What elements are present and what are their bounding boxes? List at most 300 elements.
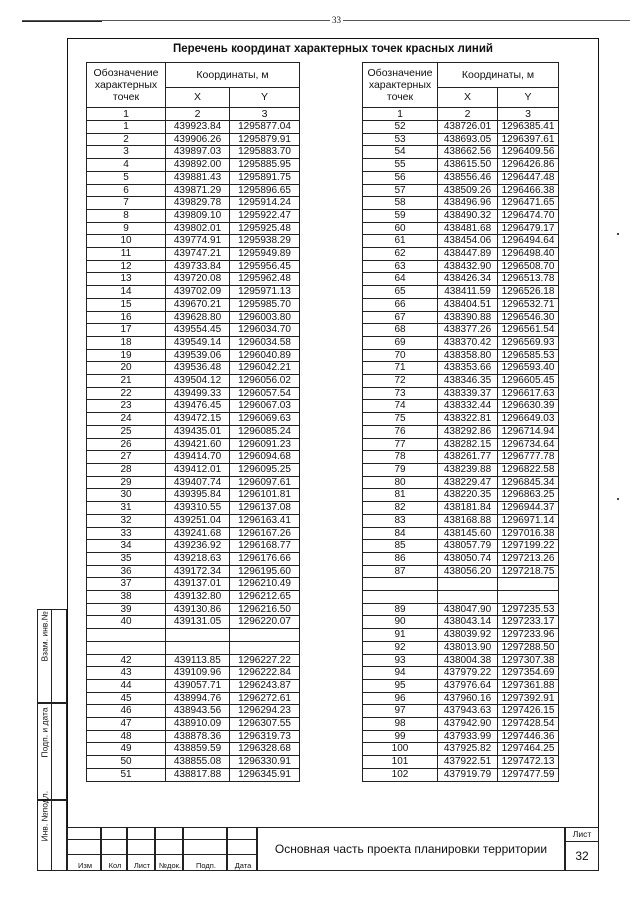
- y-cell: 1297361.88: [498, 679, 559, 692]
- table-row: [87, 222, 300, 235]
- stamp-label-izm: Изм: [78, 861, 92, 870]
- table-row: [87, 349, 300, 362]
- table-row: [87, 336, 300, 349]
- header-point-designation: Обозначение характерных точек: [87, 63, 166, 108]
- x-cell: 438855.08: [166, 756, 230, 769]
- x-cell: 437919.79: [438, 768, 498, 781]
- table-row: [87, 705, 300, 718]
- top-line: [22, 20, 630, 21]
- x-cell: 439536.48: [166, 362, 230, 375]
- y-cell: 1296091.23: [230, 438, 300, 451]
- y-cell: 1296220.07: [230, 616, 300, 629]
- y-cell: 1295949.89: [230, 248, 300, 261]
- table-row: [363, 171, 559, 184]
- x-cell: 438878.36: [166, 730, 230, 743]
- point-cell: 75: [363, 413, 438, 426]
- y-cell: [230, 629, 300, 642]
- x-cell: 438261.77: [438, 451, 498, 464]
- header-num-2: 2: [438, 108, 498, 121]
- point-cell: 11: [87, 248, 166, 261]
- table-row: [87, 260, 300, 273]
- y-cell: 1297464.25: [498, 743, 559, 756]
- point-cell: 19: [87, 349, 166, 362]
- y-cell: 1296397.61: [498, 133, 559, 146]
- y-cell: 1295883.70: [230, 146, 300, 159]
- point-cell: 60: [363, 222, 438, 235]
- point-cell: 23: [87, 400, 166, 413]
- y-cell: 1297199.22: [498, 540, 559, 553]
- y-cell: 1296227.22: [230, 654, 300, 667]
- point-cell: 18: [87, 336, 166, 349]
- point-cell: 12: [87, 260, 166, 273]
- point-cell: 70: [363, 349, 438, 362]
- x-cell: 438432.90: [438, 260, 498, 273]
- table-row: [363, 730, 559, 743]
- x-cell: 439747.21: [166, 248, 230, 261]
- table-row: [363, 184, 559, 197]
- table-row: [363, 197, 559, 210]
- point-cell: 90: [363, 616, 438, 629]
- point-cell: 48: [87, 730, 166, 743]
- table-row: [363, 273, 559, 286]
- x-cell: 438390.88: [438, 311, 498, 324]
- point-cell: 30: [87, 489, 166, 502]
- x-cell: 438454.06: [438, 235, 498, 248]
- sheet-box: [565, 827, 599, 871]
- table-row: [87, 324, 300, 337]
- point-cell: 102: [363, 768, 438, 781]
- y-cell: 1295891.75: [230, 171, 300, 184]
- table-row: [87, 730, 300, 743]
- x-cell: 439504.12: [166, 375, 230, 388]
- table-row: [87, 743, 300, 756]
- table-row: [87, 375, 300, 388]
- x-cell: 439137.01: [166, 578, 230, 591]
- point-cell: 16: [87, 311, 166, 324]
- point-cell: 3: [87, 146, 166, 159]
- point-cell: 55: [363, 159, 438, 172]
- y-cell: 1296067.03: [230, 400, 300, 413]
- x-cell: 439499.33: [166, 387, 230, 400]
- y-cell: 1296243.87: [230, 679, 300, 692]
- table-row: [87, 718, 300, 731]
- x-cell: 438353.66: [438, 362, 498, 375]
- y-cell: 1296944.37: [498, 502, 559, 515]
- table-row: [363, 743, 559, 756]
- y-cell: 1297016.38: [498, 527, 559, 540]
- x-cell: 437925.82: [438, 743, 498, 756]
- y-cell: 1296498.40: [498, 248, 559, 261]
- y-cell: [498, 578, 559, 591]
- table-row: [363, 552, 559, 565]
- y-cell: 1296385.41: [498, 121, 559, 134]
- point-cell: 20: [87, 362, 166, 375]
- y-cell: 1297235.53: [498, 603, 559, 616]
- y-cell: 1296569.93: [498, 336, 559, 349]
- document-title: Основная часть проекта планировки территории: [257, 827, 565, 871]
- sheet-label: Лист: [566, 828, 598, 842]
- x-cell: 439733.84: [166, 260, 230, 273]
- table-row: [363, 400, 559, 413]
- y-cell: 1296069.63: [230, 413, 300, 426]
- x-cell: 438292.86: [438, 425, 498, 438]
- table-row: [363, 349, 559, 362]
- x-cell: 438145.60: [438, 527, 498, 540]
- page-title: Перечень координат характерных точек красных линий: [172, 43, 494, 55]
- x-cell: 438726.01: [438, 121, 498, 134]
- x-cell: 439670.21: [166, 298, 230, 311]
- x-cell: [438, 591, 498, 604]
- point-cell: 62: [363, 248, 438, 261]
- x-cell: 439407.74: [166, 476, 230, 489]
- table-row: [363, 438, 559, 451]
- coordinates-table-right: [362, 62, 559, 782]
- y-cell: 1296176.66: [230, 552, 300, 565]
- table-row: [87, 527, 300, 540]
- point-cell: [87, 641, 166, 654]
- x-cell: 438404.51: [438, 298, 498, 311]
- point-cell: 17: [87, 324, 166, 337]
- scan-dot: [617, 498, 619, 500]
- x-cell: 438346.35: [438, 375, 498, 388]
- y-cell: 1296328.68: [230, 743, 300, 756]
- table-row: [87, 578, 300, 591]
- x-cell: 439130.86: [166, 603, 230, 616]
- stamp-label-kol: Кол: [108, 861, 122, 870]
- side-label-inv-podl: Инв. №подл.: [39, 790, 50, 842]
- point-cell: 40: [87, 616, 166, 629]
- y-cell: 1296095.25: [230, 463, 300, 476]
- y-cell: 1296034.58: [230, 336, 300, 349]
- point-cell: 54: [363, 146, 438, 159]
- point-cell: 68: [363, 324, 438, 337]
- point-cell: 24: [87, 413, 166, 426]
- y-cell: 1296345.91: [230, 768, 300, 781]
- y-cell: 1297233.96: [498, 629, 559, 642]
- point-cell: 51: [87, 768, 166, 781]
- table-body-right: [363, 121, 559, 782]
- x-cell: 438377.26: [438, 324, 498, 337]
- y-cell: 1296508.70: [498, 260, 559, 273]
- x-cell: 439539.06: [166, 349, 230, 362]
- point-cell: 64: [363, 273, 438, 286]
- x-cell: 438056.20: [438, 565, 498, 578]
- table-row: [87, 197, 300, 210]
- y-cell: 1296426.86: [498, 159, 559, 172]
- point-cell: 82: [363, 502, 438, 515]
- point-cell: 91: [363, 629, 438, 642]
- x-cell: 439172.34: [166, 565, 230, 578]
- x-cell: 439421.60: [166, 438, 230, 451]
- table-row: [363, 705, 559, 718]
- table-row: [87, 362, 300, 375]
- y-cell: 1296466.38: [498, 184, 559, 197]
- y-cell: 1296526.18: [498, 286, 559, 299]
- table-row: [87, 768, 300, 781]
- x-cell: 438057.79: [438, 540, 498, 553]
- y-cell: 1296085.24: [230, 425, 300, 438]
- header-num-2: 2: [166, 108, 230, 121]
- point-cell: 2: [87, 133, 166, 146]
- table-row: [87, 679, 300, 692]
- table-row: [87, 591, 300, 604]
- table-row: [87, 667, 300, 680]
- point-cell: 59: [363, 209, 438, 222]
- y-cell: 1296546.30: [498, 311, 559, 324]
- table-row: [87, 121, 300, 134]
- table-row: [363, 260, 559, 273]
- x-cell: 438050.74: [438, 552, 498, 565]
- x-cell: 438509.26: [438, 184, 498, 197]
- table-row: [87, 756, 300, 769]
- y-cell: 1296822.58: [498, 463, 559, 476]
- y-cell: 1297233.17: [498, 616, 559, 629]
- y-cell: 1296714.94: [498, 425, 559, 438]
- x-cell: 438332.44: [438, 400, 498, 413]
- table-row: [363, 565, 559, 578]
- table-row: [87, 413, 300, 426]
- title-block: [67, 827, 599, 871]
- table-row: [87, 146, 300, 159]
- x-cell: 439435.01: [166, 425, 230, 438]
- x-cell: 439549.14: [166, 336, 230, 349]
- table-row: [87, 476, 300, 489]
- table-row: [363, 311, 559, 324]
- x-cell: 438339.37: [438, 387, 498, 400]
- x-cell: 439554.45: [166, 324, 230, 337]
- y-cell: 1296094.68: [230, 451, 300, 464]
- y-cell: 1296561.54: [498, 324, 559, 337]
- point-cell: 10: [87, 235, 166, 248]
- y-cell: 1295885.95: [230, 159, 300, 172]
- point-cell: 69: [363, 336, 438, 349]
- side-box-inv-podl: [37, 790, 67, 871]
- point-cell: 43: [87, 667, 166, 680]
- x-cell: 437976.64: [438, 679, 498, 692]
- y-cell: 1295938.29: [230, 235, 300, 248]
- table-row: [87, 463, 300, 476]
- point-cell: 36: [87, 565, 166, 578]
- x-cell: 437943.63: [438, 705, 498, 718]
- x-cell: 439132.80: [166, 591, 230, 604]
- x-cell: 439476.45: [166, 400, 230, 413]
- y-cell: 1295985.70: [230, 298, 300, 311]
- y-cell: 1296479.17: [498, 222, 559, 235]
- table-row: [363, 362, 559, 375]
- x-cell: 438943.56: [166, 705, 230, 718]
- table-row: [363, 768, 559, 781]
- point-cell: 85: [363, 540, 438, 553]
- table-row: [87, 692, 300, 705]
- header-num-3: 3: [230, 108, 300, 121]
- point-cell: 93: [363, 654, 438, 667]
- table-row: [87, 641, 300, 654]
- point-cell: 50: [87, 756, 166, 769]
- point-cell: 63: [363, 260, 438, 273]
- table-row: [87, 235, 300, 248]
- x-cell: 439923.84: [166, 121, 230, 134]
- table-row: [87, 133, 300, 146]
- table-row: [363, 527, 559, 540]
- y-cell: 1295879.91: [230, 133, 300, 146]
- point-cell: 14: [87, 286, 166, 299]
- table-row: [87, 654, 300, 667]
- table-row: [87, 552, 300, 565]
- x-cell: 438994.76: [166, 692, 230, 705]
- x-cell: 438859.59: [166, 743, 230, 756]
- table-row: [87, 565, 300, 578]
- table-row: [363, 298, 559, 311]
- x-cell: 438322.81: [438, 413, 498, 426]
- point-cell: 98: [363, 718, 438, 731]
- x-cell: 439881.43: [166, 171, 230, 184]
- point-cell: 39: [87, 603, 166, 616]
- y-cell: 1296409.56: [498, 146, 559, 159]
- table-row: [87, 502, 300, 515]
- table-row: [363, 540, 559, 553]
- point-cell: 47: [87, 718, 166, 731]
- point-cell: 45: [87, 692, 166, 705]
- point-cell: 92: [363, 641, 438, 654]
- point-cell: 38: [87, 591, 166, 604]
- point-cell: 79: [363, 463, 438, 476]
- table-row: [363, 146, 559, 159]
- y-cell: 1296617.63: [498, 387, 559, 400]
- table-row: [363, 591, 559, 604]
- y-cell: 1296163.41: [230, 514, 300, 527]
- table-row: [87, 540, 300, 553]
- x-cell: 439057.71: [166, 679, 230, 692]
- y-cell: 1296513.78: [498, 273, 559, 286]
- y-cell: 1296210.49: [230, 578, 300, 591]
- point-cell: 77: [363, 438, 438, 451]
- y-cell: 1296532.71: [498, 298, 559, 311]
- y-cell: 1295925.48: [230, 222, 300, 235]
- y-cell: 1296272.61: [230, 692, 300, 705]
- y-cell: 1296003.80: [230, 311, 300, 324]
- point-cell: 1: [87, 121, 166, 134]
- header-y: Y: [498, 87, 559, 107]
- x-cell: 438411.59: [438, 286, 498, 299]
- point-cell: 86: [363, 552, 438, 565]
- x-cell: 438358.80: [438, 349, 498, 362]
- y-cell: 1296307.55: [230, 718, 300, 731]
- y-cell: 1296222.84: [230, 667, 300, 680]
- table-row: [87, 451, 300, 464]
- x-cell: 438426.34: [438, 273, 498, 286]
- x-cell: 439414.70: [166, 451, 230, 464]
- y-cell: 1295896.65: [230, 184, 300, 197]
- point-cell: 56: [363, 171, 438, 184]
- y-cell: 1296971.14: [498, 514, 559, 527]
- x-cell: 439472.15: [166, 413, 230, 426]
- table-row: [363, 159, 559, 172]
- y-cell: 1296605.45: [498, 375, 559, 388]
- x-cell: 438496.96: [438, 197, 498, 210]
- y-cell: 1296863.25: [498, 489, 559, 502]
- table-row: [363, 209, 559, 222]
- page-number: 33: [332, 15, 341, 25]
- table-row: [363, 425, 559, 438]
- x-cell: 439412.01: [166, 463, 230, 476]
- table-row: [87, 184, 300, 197]
- stamp-label-ndok: №док.: [159, 861, 181, 870]
- sheet-number: 32: [575, 849, 589, 863]
- point-cell: 53: [363, 133, 438, 146]
- x-cell: 438370.42: [438, 336, 498, 349]
- point-cell: 101: [363, 756, 438, 769]
- table-row: [363, 387, 559, 400]
- point-cell: 97: [363, 705, 438, 718]
- point-cell: 29: [87, 476, 166, 489]
- x-cell: 439395.84: [166, 489, 230, 502]
- y-cell: 1296042.21: [230, 362, 300, 375]
- scan-dot: [617, 233, 619, 235]
- table-row: [363, 451, 559, 464]
- x-cell: 439241.68: [166, 527, 230, 540]
- point-cell: 5: [87, 171, 166, 184]
- x-cell: 438447.89: [438, 248, 498, 261]
- y-cell: 1295962.48: [230, 273, 300, 286]
- table-row: [87, 489, 300, 502]
- point-cell: 33: [87, 527, 166, 540]
- y-cell: 1296649.03: [498, 413, 559, 426]
- x-cell: 438910.09: [166, 718, 230, 731]
- table-row: [363, 641, 559, 654]
- point-cell: 15: [87, 298, 166, 311]
- y-cell: 1296630.39: [498, 400, 559, 413]
- point-cell: 27: [87, 451, 166, 464]
- x-cell: 439809.10: [166, 209, 230, 222]
- y-cell: 1297392.91: [498, 692, 559, 705]
- point-cell: 37: [87, 578, 166, 591]
- header-y: Y: [230, 87, 300, 107]
- table-row: [363, 692, 559, 705]
- x-cell: 439131.05: [166, 616, 230, 629]
- x-cell: 438662.56: [438, 146, 498, 159]
- point-cell: 81: [363, 489, 438, 502]
- point-cell: 52: [363, 121, 438, 134]
- x-cell: [166, 629, 230, 642]
- table-row: [363, 121, 559, 134]
- point-cell: 6: [87, 184, 166, 197]
- x-cell: 439906.26: [166, 133, 230, 146]
- point-cell: 34: [87, 540, 166, 553]
- header-x: X: [166, 87, 230, 107]
- y-cell: 1296056.02: [230, 375, 300, 388]
- point-cell: 84: [363, 527, 438, 540]
- x-cell: 437960.16: [438, 692, 498, 705]
- point-cell: 7: [87, 197, 166, 210]
- point-cell: 28: [87, 463, 166, 476]
- point-cell: 13: [87, 273, 166, 286]
- y-cell: 1296137.08: [230, 502, 300, 515]
- y-cell: 1296330.91: [230, 756, 300, 769]
- x-cell: 438693.05: [438, 133, 498, 146]
- point-cell: 78: [363, 451, 438, 464]
- table-row: [87, 286, 300, 299]
- table-row: [87, 603, 300, 616]
- header-num-1: 1: [87, 108, 166, 121]
- side-label-vzam-inv: Взам. инв.№: [39, 611, 50, 662]
- x-cell: 437979.22: [438, 667, 498, 680]
- point-cell: 35: [87, 552, 166, 565]
- x-cell: 438282.15: [438, 438, 498, 451]
- y-cell: 1297307.38: [498, 654, 559, 667]
- table-row: [87, 311, 300, 324]
- x-cell: 438039.92: [438, 629, 498, 642]
- table-row: [363, 489, 559, 502]
